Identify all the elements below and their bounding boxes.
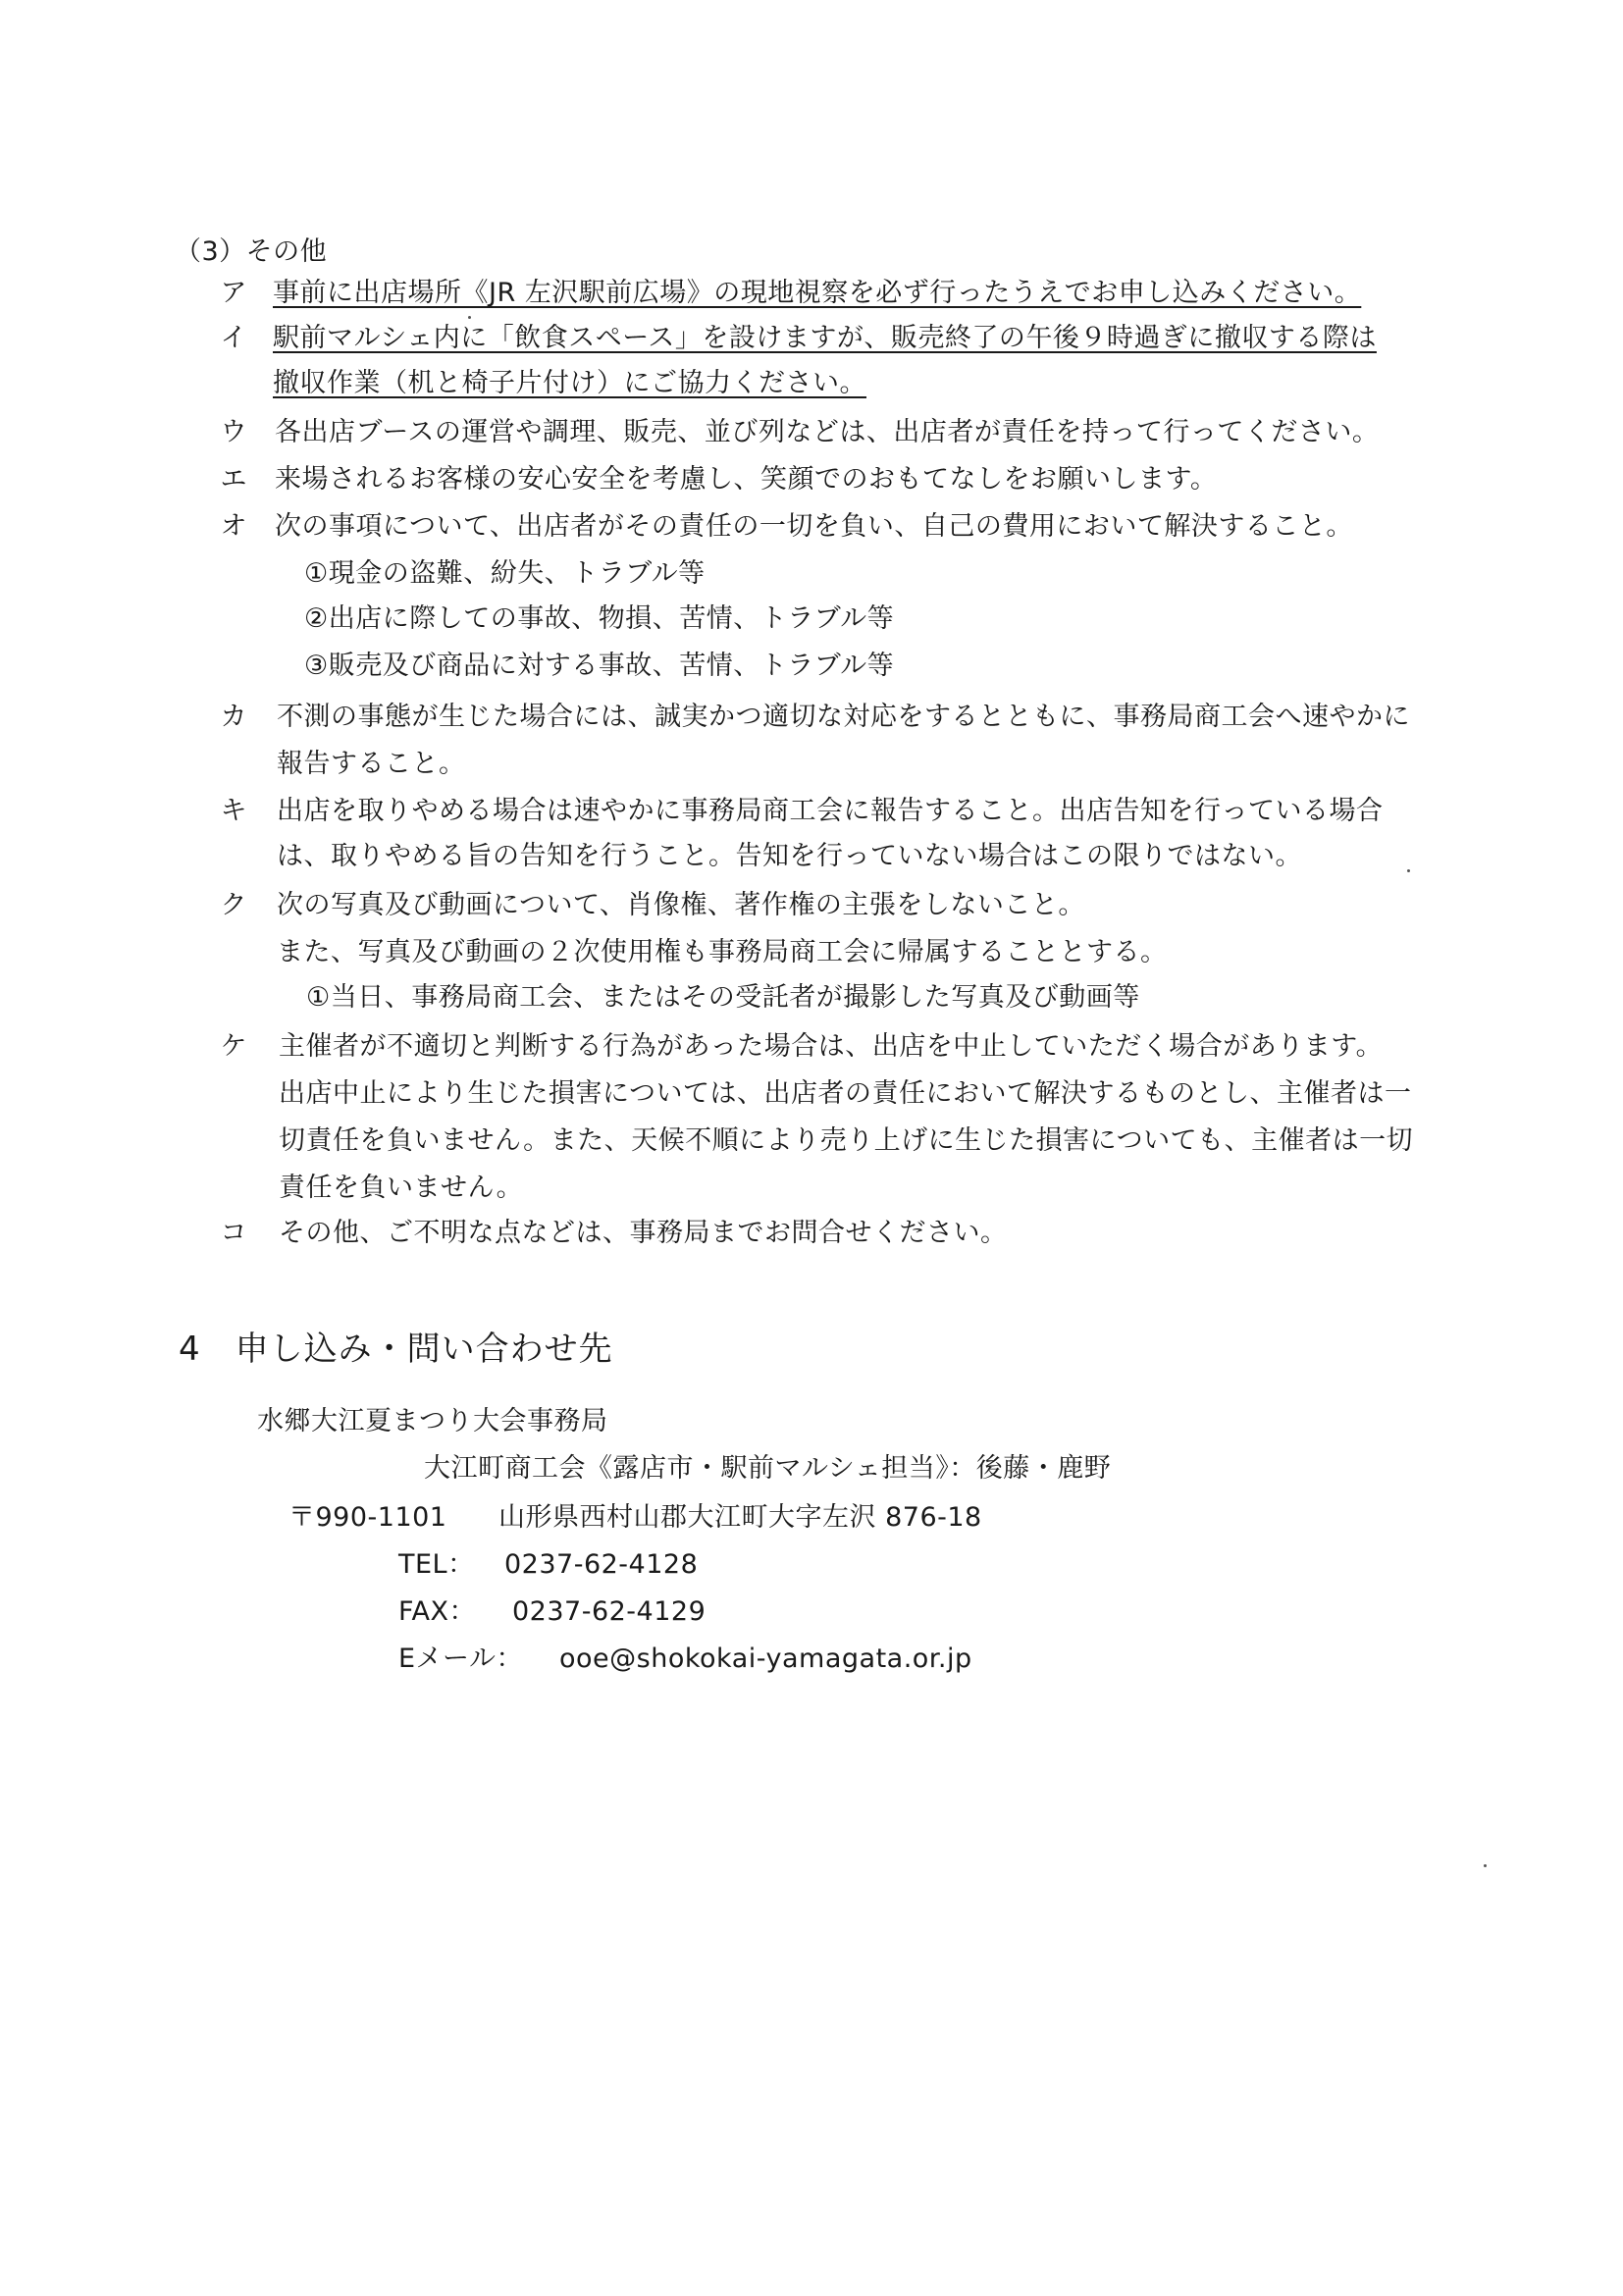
scan-speck [468,316,471,319]
section-4-title: 4 申し込み・問い合わせ先 [179,1330,613,1369]
item-u-marker: ウ [220,417,247,447]
section-3-title: （3）その他 [175,236,328,267]
item-ke-line4: 責任を負いません。 [279,1173,524,1203]
item-ki-line2: は、取りやめる旨の告知を行うこと。告知を行っていない場合はこの限りではない。 [277,841,1302,871]
item-e-text: 来場されるお客様の安心安全を考慮し、笑顔でのおもてなしをお願いします。 [275,464,1218,495]
fax-label: FAX： [398,1596,477,1627]
tel-label: TEL： [398,1549,475,1580]
item-e-marker: エ [220,464,247,495]
postal-address: 山形県西村山郡大江町大字左沢 876-18 [498,1502,982,1533]
item-ku-line2: また、写真及び動画の２次使用権も事務局商工会に帰属することとする。 [277,937,1168,967]
tel-number: 0237-62-4128 [504,1549,699,1580]
item-a-text: 事前に出店場所《JR 左沢駅前広場》の現地視察を必ず行ったうえでお申し込みください。 [273,278,1362,308]
item-ke-line3: 切責任を負いません。また、天候不順により売り上げに生じた損害についても、主催者は一切 [279,1125,1414,1156]
item-ka-line2: 報告すること。 [277,749,466,779]
email-label: Eメール： [398,1644,524,1674]
item-ka-line1: 不測の事態が生じた場合には、誠実かつ適切な対応をするとともに、事務局商工会へ速やかに [277,702,1410,732]
item-ku-line1: 次の写真及び動画について、肖像権、著作権の主張をしないこと。 [277,890,1085,920]
item-o-sub2: ②出店に際しての事故、物損、苦情、トラブル等 [304,603,895,634]
item-a-marker: ア [220,278,247,308]
item-ko-marker: コ [220,1218,247,1248]
scan-speck [1484,1864,1487,1867]
postal-code: 〒990-1101 [288,1502,447,1533]
item-o-text: 次の事項について、出店者がその責任の一切を負い、自己の費用において解決すること。 [275,511,1353,542]
scan-speck [1407,869,1410,872]
fax-number: 0237-62-4129 [512,1596,707,1627]
item-o-sub3: ③販売及び商品に対する事故、苦情、トラブル等 [304,651,895,681]
item-u-text: 各出店ブースの運営や調理、販売、並び列などは、出店者が責任を持って行ってください。 [275,417,1380,447]
item-ku-marker: ク [220,890,247,920]
item-o-sub1: ①現金の盗難、紛失、トラブル等 [304,558,706,589]
item-i-line2: 撤収作業（机と椅子片付け）にご協力ください。 [273,368,866,398]
contact-person: 大江町商工会《露店市・駅前マルシェ担当》：後藤・鹿野 [424,1453,1112,1484]
item-ku-sub1: ①当日、事務局商工会、またはその受託者が撮影した写真及び動画等 [306,982,1140,1013]
item-o-marker: オ [220,511,247,542]
item-i-line1: 駅前マルシェ内に「飲食スペース」を設けますが、販売終了の午後９時過ぎに撤収する際は [273,323,1377,353]
item-ki-marker: キ [220,796,247,826]
item-ke-line1: 主催者が不適切と判断する行為があった場合は、出店を中止していただく場合があります。 [279,1031,1384,1062]
item-i-marker: イ [220,323,247,353]
item-ka-marker: カ [220,702,247,732]
item-ki-line1: 出店を取りやめる場合は速やかに事務局商工会に報告すること。出店告知を行っている場合 [277,796,1384,826]
item-ke-line2: 出店中止により生じた損害については、出店者の責任において解決するものとし、主催者は一 [279,1078,1412,1109]
item-ko-text: その他、ご不明な点などは、事務局までお問合せください。 [279,1218,1008,1248]
item-ke-marker: ケ [220,1031,247,1062]
email-address[interactable]: ooe@shokokai-yamagata.or.jp [559,1644,972,1674]
contact-organization: 水郷大江夏まつり大会事務局 [257,1406,608,1436]
